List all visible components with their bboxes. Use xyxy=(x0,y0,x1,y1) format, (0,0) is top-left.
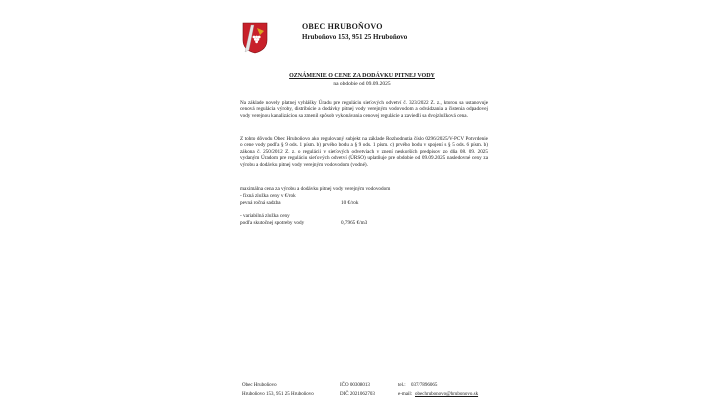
body-paragraph-1: Na základe novely platnej vyhlášky Úradu pre reguláciu sieťových odvetví č. 323/2022 Z. z., ktorou sa ustanovuje cenová regulácia výroby, distribúcie a dodávky pitnej vody verejným vodovodom a odvádzania a čistenia odpadovej vody verejnou kanalizáciou sa zmenil spôsob vykonávania cenovej regulácie a zaviedli sa dvojzložková cena. xyxy=(240,100,488,119)
footer-tel: 037/7896065 xyxy=(411,383,438,388)
notice-subtitle: na obdobie od 09.09.2025 xyxy=(333,81,391,87)
footer-email-link[interactable]: obechrubonovo@hrubonovo.sk xyxy=(415,392,479,397)
fixed-label-2: pevná ročná sadzba xyxy=(240,200,281,206)
coat-of-arms-icon xyxy=(242,22,268,54)
price-intro: maximálna cena za výrobu a dodávku pitnej vody verejným vodovodom xyxy=(240,186,391,192)
fixed-label-1: - fixná zložka ceny v €/rok xyxy=(240,193,296,199)
body-paragraph-2: Z tohto dôvodu Obec Hruboňovo ako regulovaný subjekt na základe Rozhodnutia číslo 0296/2025/V-PCV Potvrdenie o cene vody podľa § 9 ods. 1 písm. b) prvého bodu a § 9 ods. 1 písm. c) prvého bodu v spojení s § 5 ods. 6 písm. b) zákona č. 250/2012 Z. z. o regulácii v sieťových odvetviach v znení neskorších predpisov zo dňa 08. 09. 2025 vydaným Úradom pre reguláciu sieťových odvetví (ÚRSO) uplatňuje pre obdobie od 09.09.2025 nasledovné ceny za výrobu a dodávku pitnej vody verejným vodovodom (vodné). xyxy=(240,136,488,168)
variable-label-1: - variabilná zložka ceny xyxy=(240,213,290,219)
variable-label-2: podľa skutočnej spotreby vody xyxy=(240,220,305,226)
footer-email-label: e-mail: xyxy=(398,392,413,397)
footer-address: Hruboňovo 153, 951 25 Hruboňovo xyxy=(242,392,314,397)
municipality-address: Hruboňovo 153, 951 25 Hruboňovo xyxy=(302,33,408,41)
footer-tel-label: tel.: xyxy=(398,383,406,388)
fixed-value: 10 €/rok xyxy=(341,200,359,206)
municipality-title: OBEC HRUBOŇOVO xyxy=(302,22,383,31)
footer-name: Obec Hruboňovo xyxy=(242,383,277,388)
footer-ico: IČO 00308013 xyxy=(340,383,370,388)
notice-title: OZNÁMENIE O CENE ZA DODÁVKU PITNEJ VODY xyxy=(289,73,435,79)
footer-dic: DIČ 2021062703 xyxy=(340,392,375,397)
document-page xyxy=(212,0,512,420)
variable-value: 0,7965 €/m3 xyxy=(341,220,368,226)
